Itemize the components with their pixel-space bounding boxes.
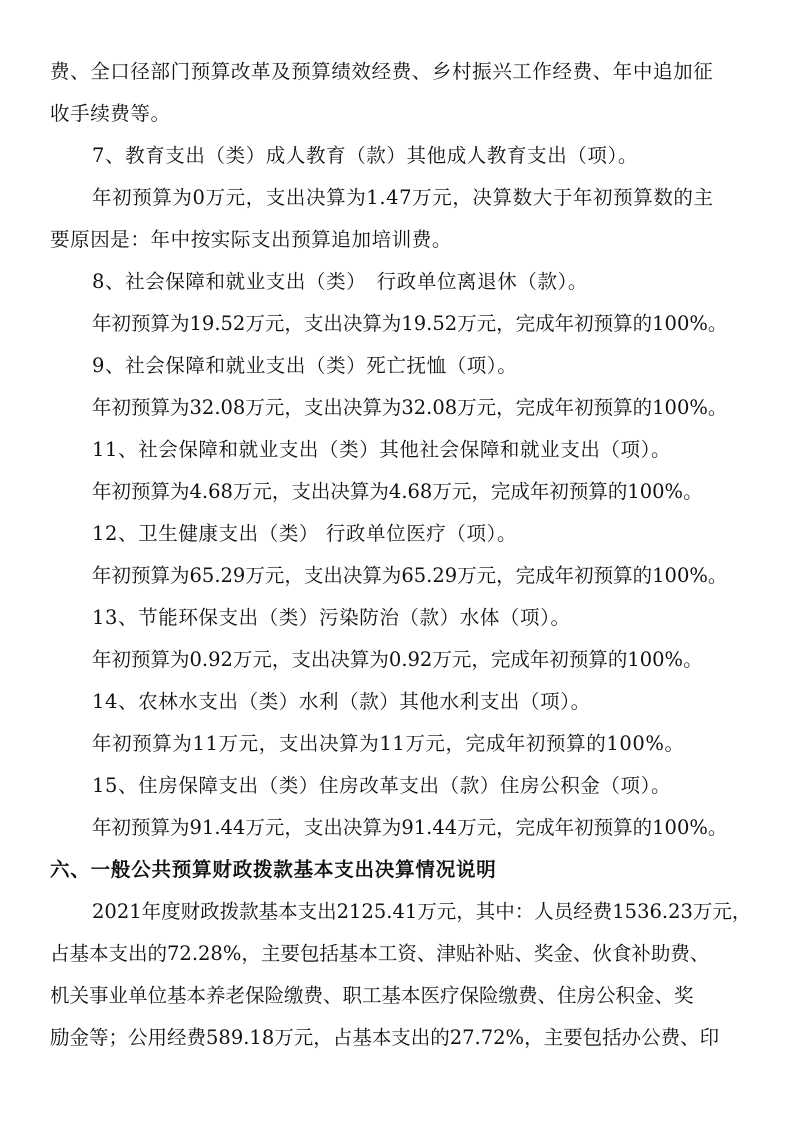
item-14-title: 14、农林水支出（类）水利（款）其他水利支出（项）。 <box>92 690 591 713</box>
item-11-detail: 年初预算为4.68万元，支出决算为4.68万元，完成年初预算的100%。 <box>92 480 703 503</box>
item-8-title: 8、社会保障和就业支出（类） 行政单位离退休（款）。 <box>92 270 589 293</box>
item-7-detail-line-1: 年初预算为0万元，支出决算为1.47万元，决算数大于年初预算数的主 <box>92 186 714 209</box>
item-12-title: 12、卫生健康支出（类） 行政单位医疗（项）。 <box>92 522 518 545</box>
section-6-paragraph-line-1: 2021年度财政拨款基本支出2125.41万元，其中：人员经费1536.23万元， <box>92 900 752 923</box>
item-7-detail-line-2: 要原因是：年中按实际支出预算追加培训费。 <box>50 228 453 251</box>
item-11-title: 11、社会保障和就业支出（类）其他社会保障和就业支出（项）。 <box>92 438 672 461</box>
item-7-title: 7、教育支出（类）成人教育（款）其他成人教育支出（项）。 <box>92 144 638 167</box>
item-13-title: 13、节能环保支出（类）污染防治（款）水体（项）。 <box>92 606 571 629</box>
section-6-paragraph-line-3: 机关事业单位基本养老保险缴费、职工基本医疗保险缴费、住房公积金、奖 <box>50 984 694 1007</box>
item-14-detail: 年初预算为11万元，支出决算为11万元，完成年初预算的100%。 <box>92 732 685 755</box>
item-9-detail: 年初预算为32.08万元，支出决算为32.08万元，完成年初预算的100%。 <box>92 396 728 419</box>
section-6-paragraph-line-2: 占基本支出的72.28%，主要包括基本工资、津贴补贴、奖金、伙食补助费、 <box>50 942 710 965</box>
item-15-detail: 年初预算为91.44万元，支出决算为91.44万元，完成年初预算的100%。 <box>92 816 728 839</box>
item-13-detail: 年初预算为0.92万元，支出决算为0.92万元，完成年初预算的100%。 <box>92 648 703 671</box>
section-6-paragraph-line-4: 励金等；公用经费589.18万元，占基本支出的27.72%，主要包括办公费、印 <box>50 1026 720 1049</box>
item-12-detail: 年初预算为65.29万元，支出决算为65.29万元，完成年初预算的100%。 <box>92 564 728 587</box>
item-15-title: 15、住房保障支出（类）住房改革支出（款）住房公积金（项）。 <box>92 774 672 797</box>
paragraph-continuation-line-2: 收手续费等。 <box>50 102 171 125</box>
item-9-title: 9、社会保障和就业支出（类）死亡抚恤（项）。 <box>92 354 518 377</box>
item-8-detail: 年初预算为19.52万元，支出决算为19.52万元，完成年初预算的100%。 <box>92 312 728 335</box>
paragraph-continuation-line-1: 费、全口径部门预算改革及预算绩效经费、乡村振兴工作经费、年中追加征 <box>50 60 714 83</box>
section-6-heading: 六、一般公共预算财政拨款基本支出决算情况说明 <box>50 858 497 881</box>
